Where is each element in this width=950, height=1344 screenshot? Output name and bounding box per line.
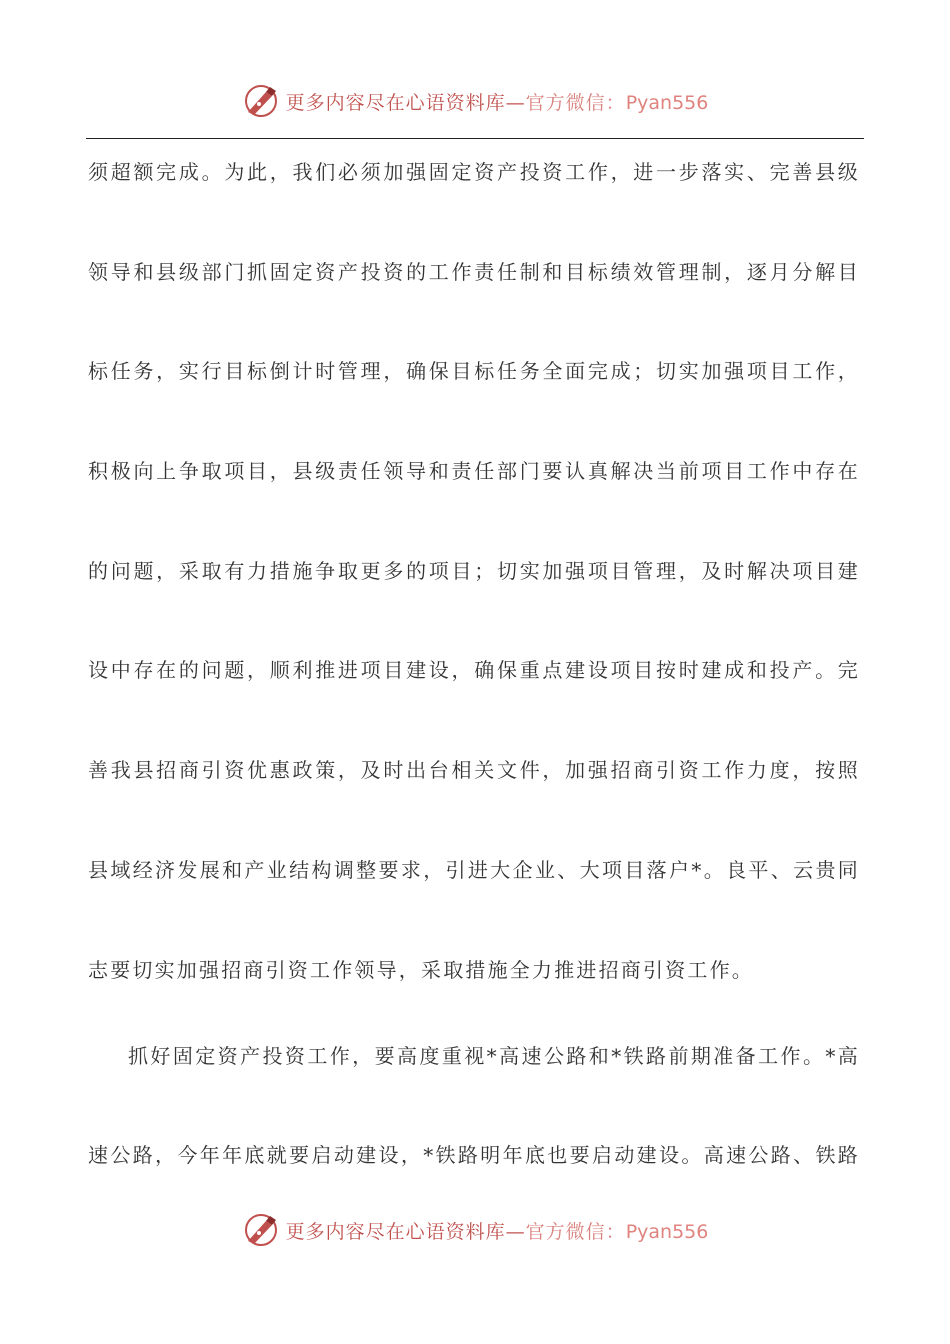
body-line: 设中存在的问题，顺利推进项目建设，确保重点建设项目按时建成和投产。完 [88, 658, 860, 683]
banner-label: 官方微信： [525, 91, 626, 114]
banner-main-text: 更多内容尽在心语资料库 [285, 1220, 506, 1243]
pen-nib-logo-icon [242, 1211, 280, 1249]
banner-dash: — [505, 1220, 526, 1243]
banner-text [286, 88, 709, 115]
paragraph-first-line: 抓好固定资产投资工作，要高度重视*高速公路和*铁路前期准备工作。*高 [128, 1043, 860, 1068]
body-line: 领导和县级部门抓固定资产投资的工作责任制和目标绩效管理制，逐月分解目 [88, 259, 860, 284]
banner-wechat-id: Pyan556 [625, 1220, 709, 1243]
header-banner [0, 76, 950, 126]
pen-nib-logo-icon [242, 82, 280, 120]
document-body [88, 150, 860, 1233]
body-line: 标任务，实行目标倒计时管理，确保目标任务全面完成；切实加强项目工作， [88, 359, 860, 384]
banner-wechat-id: Pyan556 [625, 91, 709, 114]
header-rule [86, 138, 864, 139]
footer-banner [0, 1205, 950, 1255]
body-line: 志要切实加强招商引资工作领导，采取措施全力推进招商引资工作。 [88, 957, 754, 982]
body-line: 县域经济发展和产业结构调整要求，引进大企业、大项目落户*。良平、云贵同 [88, 857, 860, 882]
body-line: 积极向上争取项目，县级责任领导和责任部门要认真解决当前项目工作中存在 [88, 459, 860, 484]
body-line: 须超额完成。为此，我们必须加强固定资产投资工作，进一步落实、完善县级 [88, 160, 860, 184]
banner-text [286, 1217, 709, 1244]
body-line: 的问题，采取有力措施争取更多的项目；切实加强项目管理，及时解决项目建 [88, 558, 860, 583]
banner-main-text: 更多内容尽在心语资料库 [285, 91, 506, 114]
banner-label: 官方微信： [525, 1220, 626, 1243]
banner-dash: — [505, 91, 526, 114]
body-line: 速公路，今年年底就要启动建设，*铁路明年底也要启动建设。高速公路、铁路 [88, 1143, 860, 1168]
body-line: 善我县招商引资优惠政策，及时出台相关文件，加强招商引资工作力度，按照 [88, 758, 860, 783]
